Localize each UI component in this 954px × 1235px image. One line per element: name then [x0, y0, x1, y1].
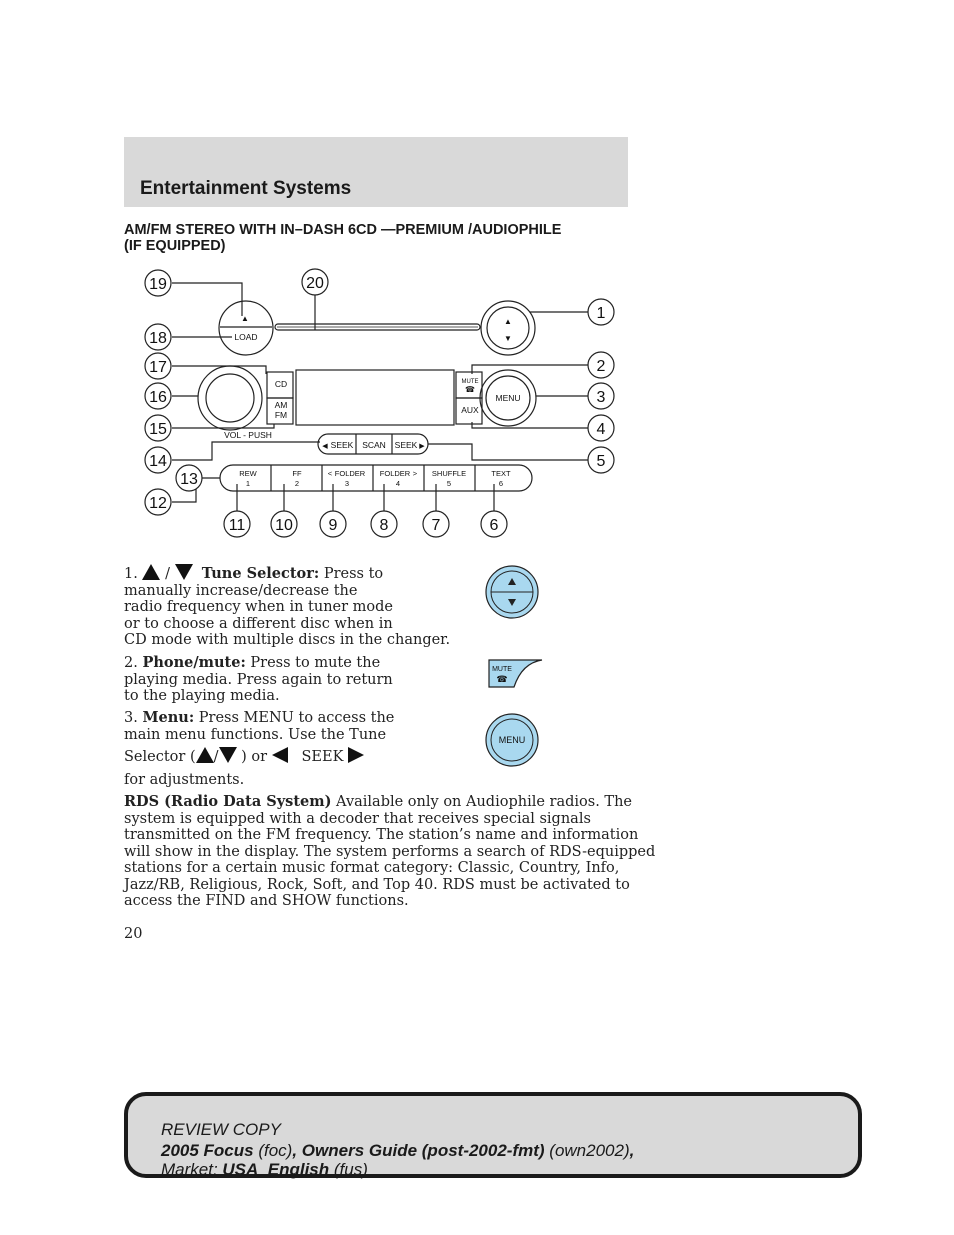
tune-selector-description: 1. / Tune Selector: Press to manually increase/decrease the radio frequency when in tuner mode or to choose a different disc when in CD mode with multiple discs in the changer. — [124, 565, 451, 648]
footer-market-line: Market: USA_English (fus) — [161, 1160, 368, 1179]
callout-14: 14 — [149, 453, 167, 470]
up-arrow-icon — [142, 564, 160, 580]
fm-label: FM — [274, 410, 288, 420]
callout-6: 6 — [489, 517, 499, 534]
mute-button-icon — [488, 659, 544, 689]
preset-4-label: FOLDER — [379, 469, 411, 478]
menu-description: 3. Menu: Press MENU to access the main menu functions. Use the Tune Selector ( / ) or SEEK for adjustments. — [124, 709, 395, 788]
sub-title — [124, 222, 624, 254]
callout-2: 2 — [596, 358, 606, 375]
preset-bar — [220, 465, 532, 491]
vol-label: VOL - PUSH — [224, 430, 272, 440]
callout-1: 1 — [596, 305, 606, 322]
menu-button-icon — [484, 712, 540, 768]
eject-icon: ▲ — [241, 314, 249, 323]
menu-label: MENU — [495, 393, 521, 403]
volume-knob — [198, 366, 262, 430]
mute-description: 2. Phone/mute: Press to mute the playing media. Press again to return to the playing media. — [124, 654, 393, 704]
preset-5-label: SHUFFLE — [431, 469, 467, 478]
menu-icon-label: MENU — [498, 735, 526, 745]
seek-left-label: SEEK — [330, 440, 354, 450]
mute-label: MUTE — [461, 379, 479, 385]
preset-3-label: FOLDER — [334, 469, 366, 478]
callout-5: 5 — [596, 453, 606, 470]
preset-2-label: FF — [292, 469, 302, 478]
mute-icon-label: MUTE — [492, 666, 512, 673]
page-number: 20 — [124, 926, 143, 942]
seek-left-arrow-icon — [272, 747, 288, 763]
up-arrow-icon — [196, 747, 214, 763]
callout-8: 8 — [379, 517, 389, 534]
callout-4: 4 — [596, 421, 606, 438]
seek-right-icon: ▶ — [419, 443, 425, 450]
callout-20: 20 — [306, 275, 324, 292]
callout-3: 3 — [596, 389, 606, 406]
callout-12: 12 — [149, 495, 167, 512]
footer-model-line: 2005 Focus (foc), Owners Guide (post-2002-fmt) (own2002), — [161, 1141, 635, 1160]
seek-left-icon: ◀ — [322, 443, 328, 450]
tune-knob — [481, 301, 535, 355]
folder-right-icon: > — [412, 469, 418, 478]
tune-selector-icon — [484, 564, 542, 622]
display — [296, 370, 454, 425]
preset-1-num: 1 — [245, 479, 251, 488]
sub-title-line2: (IF EQUIPPED) — [124, 238, 226, 254]
folder-left-icon: < — [327, 469, 333, 478]
preset-6-label: TEXT — [491, 469, 511, 478]
sub-title-line1: AM/FM STEREO WITH IN–DASH 6CD —PREMIUM /AUDIOPHILE — [124, 222, 562, 238]
preset-1-label: REW — [239, 469, 257, 478]
am-label: AM — [274, 400, 288, 410]
callout-11: 11 — [228, 517, 246, 534]
seek-right-arrow-icon — [348, 747, 364, 763]
callout-19: 19 — [149, 276, 167, 293]
aux-label: AUX — [461, 405, 479, 415]
phone-icon: ☎ — [496, 675, 508, 685]
preset-2-num: 2 — [294, 479, 300, 488]
callout-17: 17 — [149, 359, 167, 376]
seek-right-label: SEEK — [394, 440, 418, 450]
cd-label: CD — [274, 379, 288, 389]
tune-up-icon: ▲ — [504, 317, 512, 326]
callout-9: 9 — [328, 517, 338, 534]
callout-18: 18 — [149, 330, 167, 347]
phone-icon: ☎ — [465, 385, 475, 394]
preset-5-num: 5 — [446, 479, 452, 488]
scan-label: SCAN — [362, 440, 386, 450]
callout-13: 13 — [180, 471, 198, 488]
section-title: Entertainment Systems — [140, 178, 352, 199]
callout-7: 7 — [431, 517, 441, 534]
load-label: LOAD — [234, 332, 258, 342]
preset-3-num: 3 — [344, 479, 350, 488]
preset-6-num: 6 — [498, 479, 504, 488]
load-knob — [219, 301, 273, 355]
rds-description: RDS (Radio Data System) Available only on Audiophile radios. The system is equipped with a decoder that receives special signals transmitted on the FM frequency. The station’s name and information will show in the display. The system performs a search of RDS-equipped stations for a certain music format category: Classic, Country, Info, Jazz/RB, Religious, Rock, Soft, and Top 40. RDS must be activated to access the FIND and SHOW functions. — [124, 793, 656, 909]
down-arrow-icon — [175, 564, 193, 580]
preset-4-num: 4 — [395, 479, 401, 488]
footer-review: REVIEW COPY — [161, 1120, 281, 1139]
tune-down-icon: ▼ — [504, 334, 512, 343]
callout-10: 10 — [275, 517, 293, 534]
callout-16: 16 — [149, 389, 167, 406]
radio-diagram — [120, 262, 640, 552]
callout-15: 15 — [149, 421, 167, 438]
down-arrow-icon — [219, 747, 237, 763]
